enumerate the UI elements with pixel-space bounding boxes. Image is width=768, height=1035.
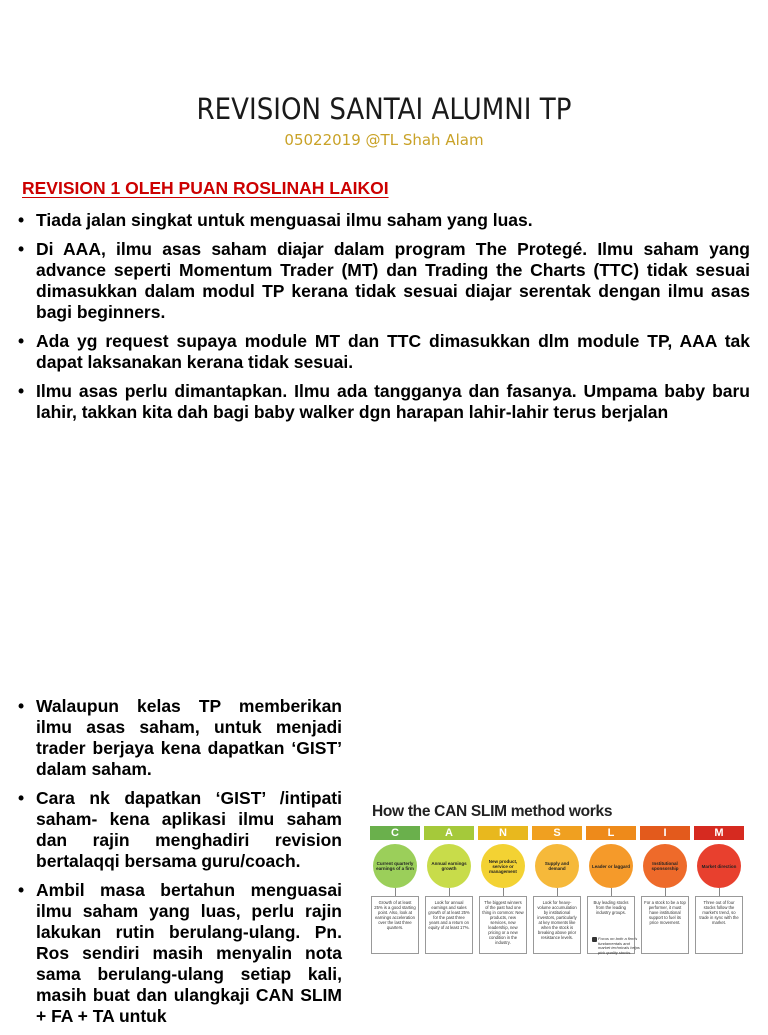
canslim-circle: Current quarterly earnings of a firm	[373, 844, 417, 888]
canslim-description: Growth of at least 25% is a good starting point. Also, look at earnings acceleration over the last three quarters.	[371, 896, 419, 954]
canslim-column	[694, 826, 744, 956]
canslim-letter: N	[478, 826, 528, 840]
top-bullet-list	[14, 210, 750, 431]
connector-line	[665, 888, 666, 896]
canslim-column	[532, 826, 582, 956]
canslim-circle: Supply and demand	[535, 844, 579, 888]
bullet-item: • Di AAA, ilmu asas saham diajar dalam program The Protegé. Ilmu saham yang advance seperti Momentum Trader (MT) dan Trading the Charts (TTC) tidak sesuai dimasukkan dalam modul TP kerana tidak sesuai diajar serentak dengan ilmu asas bagi beginners.	[14, 239, 750, 323]
connector-line	[395, 888, 396, 896]
connector-line	[449, 888, 450, 896]
bullet-item: • Walaupun kelas TP memberikan ilmu asas saham, untuk menjadi trader berjaya kena dapatkan ‘GIST’ dalam saham.	[14, 696, 342, 780]
canslim-letter: I	[640, 826, 690, 840]
bullet-item: • Tiada jalan singkat untuk menguasai ilmu saham yang luas.	[14, 210, 750, 231]
canslim-letter: C	[370, 826, 420, 840]
canslim-infographic	[370, 803, 748, 955]
bullet-item: • Cara nk dapatkan ‘GIST’ /intipati saham- kena aplikasi ilmu saham dan rajin menghadiri revision bertalaqqi bersama guru/coach.	[14, 788, 342, 872]
canslim-column	[424, 826, 474, 956]
canslim-circle: New product, service or management	[481, 844, 525, 888]
canslim-tip: Focus on both a firm's fundamentals and market technicals helps pick quality stocks.	[598, 936, 640, 955]
connector-line	[503, 888, 504, 896]
canslim-letter: A	[424, 826, 474, 840]
canslim-description: Look for annual earnings and sales growth of at least 25% for the past three years and a return on equity of at least 17%.	[425, 896, 473, 954]
connector-line	[719, 888, 720, 896]
canslim-description: Buy leading stocks from the leading industry groups.	[587, 896, 635, 954]
canslim-circle: Market direction	[697, 844, 741, 888]
section-heading: REVISION 1 OLEH PUAN ROSLINAH LAIKOI	[22, 178, 389, 198]
canslim-title: How the CAN SLIM method works	[372, 803, 613, 820]
bullet-item: • Ada yg request supaya module MT dan TTC dimasukkan dlm module TP, AAA tak dapat laksanakan kerana tidak sesuai.	[14, 331, 750, 373]
canslim-column	[478, 826, 528, 956]
canslim-circle: Annual earnings growth	[427, 844, 471, 888]
bullet-item: • Ilmu asas perlu dimantapkan. Ilmu ada tangganya dan fasanya. Umpama baby baru lahir, takkan kita dah bagi baby walker dgn harapan lahir-lahir terus berjalan	[14, 381, 750, 423]
connector-line	[557, 888, 558, 896]
connector-line	[611, 888, 612, 896]
canslim-description: Three out of four stocks follow the market's trend, so trade in sync with the market.	[695, 896, 743, 954]
canslim-letter: L	[586, 826, 636, 840]
canslim-column	[370, 826, 420, 956]
canslim-description: For a stock to be a top performer, it must have institutional support to fuel its price movement.	[641, 896, 689, 954]
canslim-description: Look for heavy-volume accumulation by institutional investors, particularly at key moments like when the stock is breaking above prior resistance levels.	[533, 896, 581, 954]
canslim-column	[640, 826, 690, 956]
page-subtitle: 05022019 @TL Shah Alam	[284, 131, 484, 149]
magnifier-icon	[592, 937, 597, 942]
canslim-circle: Institutional sponsorship	[643, 844, 687, 888]
bullet-item: • Ambil masa bertahun menguasai ilmu saham yang luas, perlu rajin lakukan rutin berulang-ulang. Pn. Ros sendiri masih menyalin nota sama berulang-ulang setiap kali, masih buat dan ulangkaji CAN SLIM + FA + TA untuk	[14, 880, 342, 1027]
canslim-description: The biggest winners of the past had one thing in common: New products, new services, new leadership, new pricing or a new condition in the industry.	[479, 896, 527, 954]
canslim-letter: S	[532, 826, 582, 840]
page-title: REVISION SANTAI ALUMNI TP	[196, 92, 572, 126]
bottom-bullet-list	[14, 696, 342, 1035]
canslim-circle: Leader or laggard	[589, 844, 633, 888]
canslim-columns	[370, 826, 748, 956]
canslim-letter: M	[694, 826, 744, 840]
